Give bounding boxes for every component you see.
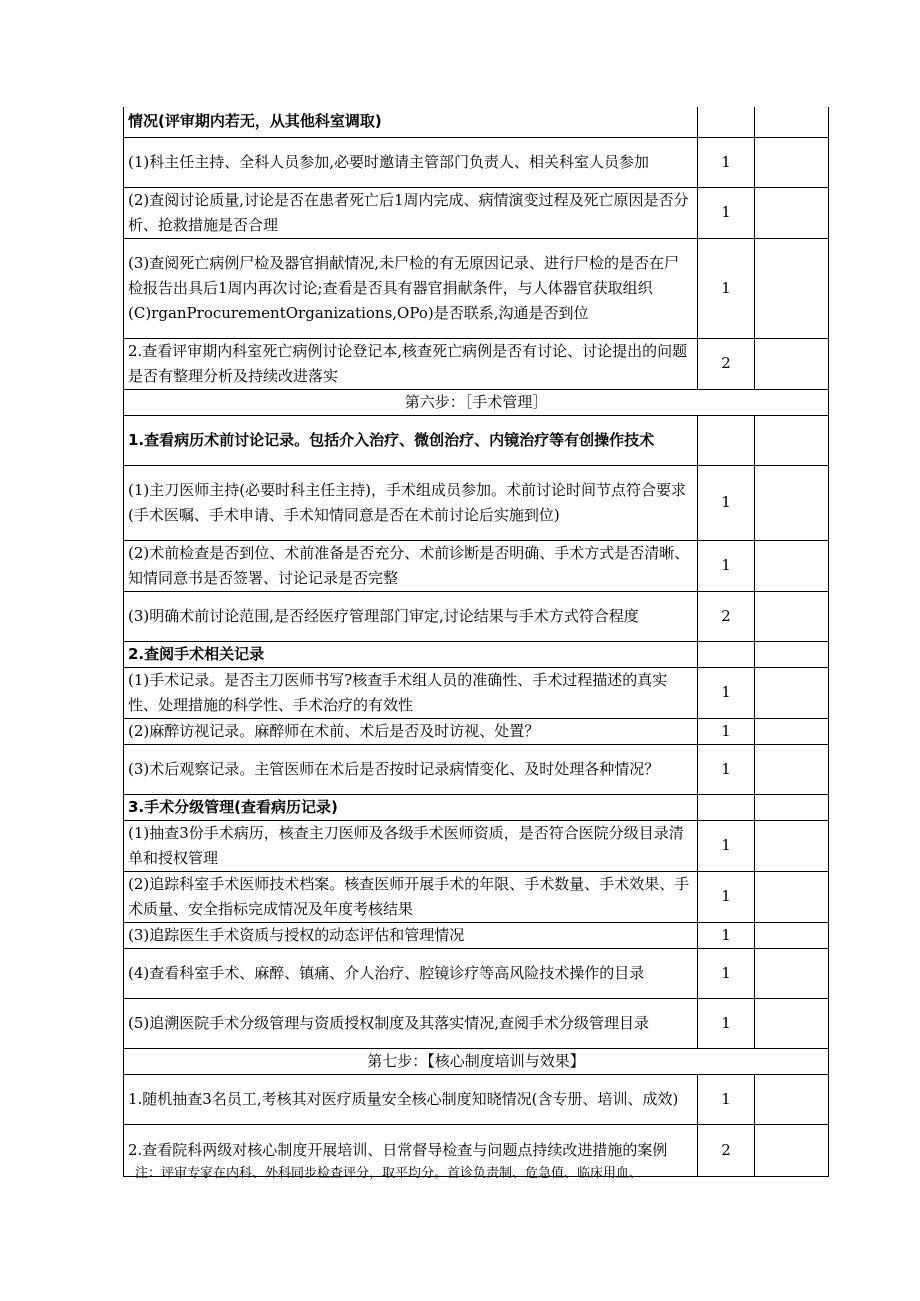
check-item-cell: 2.查看评审期内科室死亡病例讨论登记本,核查死亡病例是否有讨论、讨论提出的问题是否有整理分析及持续改进落实 (124, 338, 698, 389)
table-row (124, 922, 829, 948)
rating-cell (755, 641, 829, 667)
check-item-cell: (1)抽查3份手术病历，核查主刀医师及各级手术医师资质，是否符合医院分级目录清单和授权管理 (124, 820, 698, 871)
step-header-row (124, 1048, 829, 1074)
check-item-cell: (2)术前检查是否到位、术前准备是否充分、术前诊断是否明确、手术方式是否清晰、知情同意书是否签署、讨论记录是否完整 (124, 540, 698, 591)
table-row (124, 744, 829, 794)
check-item-cell: (3)明确术前讨论范围,是否经医疗管理部门审定,讨论结果与手术方式符合程度 (124, 591, 698, 641)
review-checklist-table (123, 107, 829, 1177)
table-row (124, 794, 829, 820)
check-item-cell: (2)追踪科室手术医师技术档案。核查医师开展手术的年限、手术数量、手术效果、手术质量、安全指标完成情况及年度考核结果 (124, 871, 698, 922)
rating-cell (755, 794, 829, 820)
check-item-cell: (5)追溯医院手术分级管理与资质授权制度及其落实情况,查阅手术分级管理目录 (124, 998, 698, 1048)
score-cell: 2 (698, 591, 755, 641)
score-cell: 1 (698, 948, 755, 998)
rating-cell (755, 820, 829, 871)
check-item-cell: (3)术后观察记录。主管医师在术后是否按时记录病情变化、及时处理各种情况？ (124, 744, 698, 794)
score-cell: 1 (698, 922, 755, 948)
score-cell: 2 (698, 338, 755, 389)
table-row (124, 465, 829, 540)
section-heading-cell: 2.查阅手术相关记录 (124, 641, 698, 667)
score-cell: 1 (698, 465, 755, 540)
rating-cell (755, 540, 829, 591)
score-cell: 1 (698, 137, 755, 187)
score-cell: 2 (698, 1124, 755, 1176)
score-cell (698, 641, 755, 667)
score-cell: 1 (698, 1074, 755, 1124)
table-row (124, 667, 829, 718)
check-item-cell: (1)主刀医师主持(必要时科主任主持)，手术组成员参加。术前讨论时间节点符合要求(手术医嘱、手术申请、手术知情同意是否在术前讨论后实施到位) (124, 465, 698, 540)
rating-cell (755, 137, 829, 187)
rating-cell (755, 871, 829, 922)
step-title: 第六步：［手术管理］ (124, 389, 829, 415)
table-row (124, 1074, 829, 1124)
rating-cell (755, 922, 829, 948)
table-row (124, 338, 829, 389)
table-row (124, 820, 829, 871)
step-header-row (124, 389, 829, 415)
check-item-cell: (1)手术记录。是否主刀医师书写?核查手术组人员的准确性、手术过程描述的真实性、处理措施的科学性、手术治疗的有效性 (124, 667, 698, 718)
check-item-cell: (2)查阅讨论质量,讨论是否在患者死亡后1周内完成、病情演变过程及死亡原因是否分析、抢救措施是否合理 (124, 187, 698, 238)
rating-cell (755, 1074, 829, 1124)
table-row (124, 948, 829, 998)
score-cell: 1 (698, 187, 755, 238)
rating-cell (755, 465, 829, 540)
rating-cell (755, 187, 829, 238)
table-row (124, 415, 829, 465)
footnote: 注：评审专家在内科、外科同步检查评分，取平均分。首诊负责制、危急值、临床用血、 (135, 1166, 643, 1181)
score-cell: 1 (698, 238, 755, 338)
table-row (124, 998, 829, 1048)
rating-cell (755, 718, 829, 744)
section-heading-cell: 1.查看病历术前讨论记录。包括介入治疗、微创治疗、内镜治疗等有创操作技术 (124, 415, 698, 465)
step-title: 第七步：【核心制度培训与效果】 (124, 1048, 829, 1074)
rating-cell (755, 238, 829, 338)
score-cell (698, 107, 755, 137)
check-item-cell: (4)查看科室手术、麻醉、镇痛、介人治疗、腔镜诊疗等高风险技术操作的目录 (124, 948, 698, 998)
score-cell: 1 (698, 998, 755, 1048)
rating-cell (755, 667, 829, 718)
score-cell: 1 (698, 718, 755, 744)
rating-cell (755, 107, 829, 137)
table-row (124, 591, 829, 641)
check-item-cell: (1)科主任主持、全科人员参加,必要时邀请主管部门负责人、相关科室人员参加 (124, 137, 698, 187)
score-cell (698, 415, 755, 465)
table-row (124, 871, 829, 922)
rating-cell (755, 591, 829, 641)
rating-cell (755, 415, 829, 465)
rating-cell (755, 948, 829, 998)
section-heading-cell: 3.手术分级管理(查看病历记录) (124, 794, 698, 820)
rating-cell (755, 338, 829, 389)
table-row (124, 137, 829, 187)
table-row (124, 540, 829, 591)
score-cell: 1 (698, 667, 755, 718)
table-row (124, 718, 829, 744)
score-cell: 1 (698, 820, 755, 871)
check-item-cell: (2)麻醉访视记录。麻醉师在术前、术后是否及时访视、处置？ (124, 718, 698, 744)
rating-cell (755, 1124, 829, 1176)
table-body (124, 107, 829, 1176)
score-cell: 1 (698, 540, 755, 591)
score-cell: 1 (698, 744, 755, 794)
check-item-cell: (3)查阅死亡病例尸检及器官捐献情况,未尸检的有无原因记录、进行尸检的是否在尸检报告出具后1周内再次讨论;查看是否具有器官捐献条件，与人体器官获取组织(C)rganProcurementOrganizations,OPo)是否联系,沟通是否到位 (124, 238, 698, 338)
check-item-cell: 1.随机抽查3名员工,考核其对医疗质量安全核心制度知晓情况(含专册、培训、成效) (124, 1074, 698, 1124)
score-cell (698, 794, 755, 820)
check-item-cell: (3)追踪医生手术资质与授权的动态评估和管理情况 (124, 922, 698, 948)
check-item-cell: 2.查看院科两级对核心制度开展培训、日常督导检查与问题点持续改进措施的案例 (124, 1124, 698, 1176)
table-row (124, 187, 829, 238)
table-row (124, 107, 829, 137)
rating-cell (755, 998, 829, 1048)
table-row (124, 238, 829, 338)
rating-cell (755, 744, 829, 794)
section-heading-cell: 情况(评审期内若无，从其他科室调取) (124, 107, 698, 137)
score-cell: 1 (698, 871, 755, 922)
table-row (124, 641, 829, 667)
